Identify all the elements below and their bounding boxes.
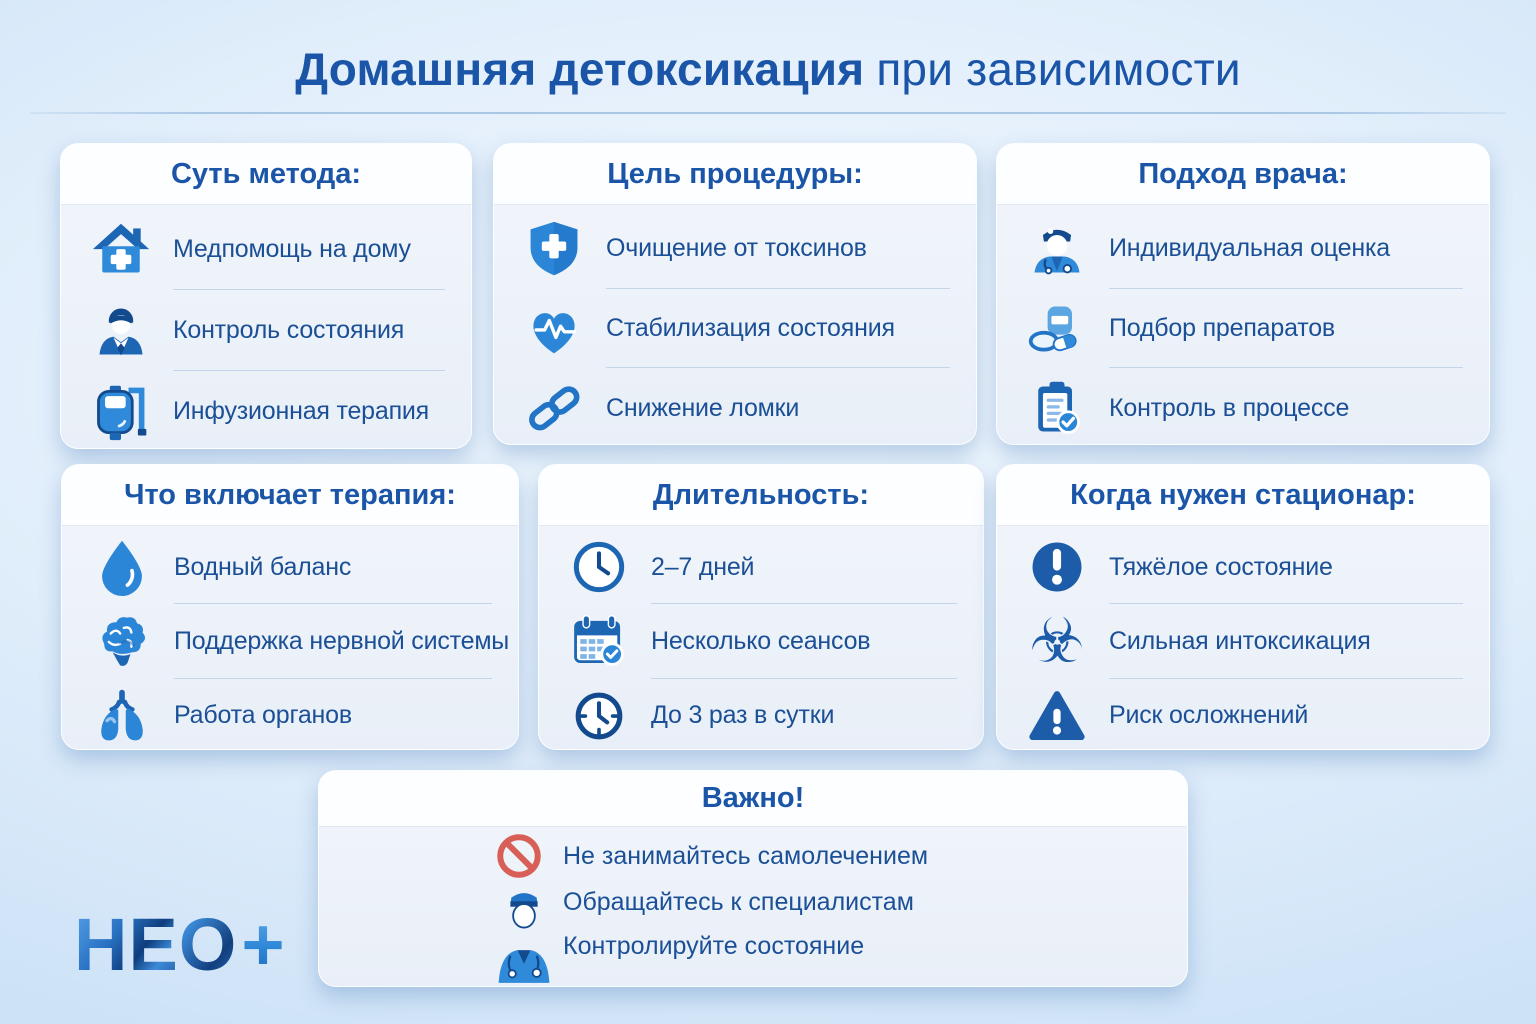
title-divider [30,112,1506,114]
warning-triangle-icon [1025,684,1089,748]
item-label: Контроль в процессе [1109,393,1350,422]
page-title [0,42,1536,96]
item-label: Медпомощь на дому [173,235,411,263]
logo-text: НЕО [74,903,238,986]
logo-plus-icon: + [241,903,286,986]
item-label: Очищение от токсинов [606,234,867,263]
calendar-check-icon [567,609,631,673]
page-title-regular: при зависимости [876,43,1241,95]
item-label: Подбор препаратов [1109,314,1335,342]
iv-drip-icon [89,380,153,444]
heart-pulse-icon [522,297,586,361]
card-method-essence-title: Суть метода: [61,144,471,205]
alarm-clock-icon [567,684,631,748]
exclamation-circle-icon [1025,535,1089,599]
card-method-essence-body [61,205,471,458]
item-label: Водный баланс [174,552,352,581]
item-label: Риск осложнений [1109,701,1309,730]
list-item [997,679,1489,753]
list-item [61,371,471,452]
card-therapy-includes [61,464,519,750]
card-procedure-goal-body [494,205,976,454]
list-item [62,530,518,604]
item-label: Контроль состояния [173,316,405,344]
card-doctor-approach-title: Подход врача: [997,144,1489,205]
list-item [539,679,983,753]
item-label: Поддержка нервной системы [174,626,510,655]
card-important-title: Важно! [319,771,1187,827]
list-item [62,679,518,753]
house-cross-icon [89,218,153,282]
card-important-body [319,827,1187,986]
list-item [997,289,1489,369]
item-label: Работа органов [174,701,352,730]
list-item [494,368,976,448]
card-procedure-goal-title: Цель процедуры: [494,144,976,205]
list-item [539,530,983,604]
logo-neo-plus [74,903,286,986]
card-duration-title: Длительность: [539,465,983,526]
card-doctor-approach [996,143,1490,445]
biohazard-icon: ☣ [1029,604,1085,678]
doctor-bust-icon [89,299,153,363]
card-important [318,770,1188,987]
shield-cross-icon [522,217,586,281]
card-therapy-includes-title: Что включает терапия: [62,465,518,526]
no-sign-icon [495,832,543,880]
surgeon-icon [495,883,553,983]
list-item [997,604,1489,678]
card-doctor-approach-body [997,205,1489,454]
item-label: 2–7 дней [651,552,755,581]
list-item [61,290,471,371]
item-label: Сильная интоксикация [1109,626,1371,655]
important-item: Не занимайтесь самолечением [563,842,929,870]
item-label: Тяжёлое состояние [1109,552,1333,581]
brain-icon [90,609,154,673]
item-label: Инфузионная терапия [173,397,430,425]
clipboard-check-icon [1025,376,1089,440]
chain-link-icon [522,376,586,440]
card-duration-body [539,526,983,759]
doctor-cap-icon [1025,217,1089,281]
important-item: Контролируйте состояние [563,932,865,960]
clock-icon [567,535,631,599]
list-item [997,209,1489,289]
item-label: Индивидуальная оценка [1109,234,1390,263]
page-title-bold: Домашняя детоксикация [295,43,865,95]
card-method-essence [60,143,472,449]
card-hospital-needed-body [997,526,1489,759]
list-item [61,209,471,290]
list-item [997,368,1489,448]
card-therapy-includes-body [62,526,518,759]
item-label: Несколько сеансов [651,626,871,655]
list-item [62,604,518,678]
item-label: Стабилизация состояния [606,314,895,342]
list-item [997,530,1489,604]
pills-bottle-icon [1025,297,1089,361]
item-label: До 3 раз в сутки [651,701,835,730]
item-label: Снижение ломки [606,393,800,422]
card-duration [538,464,984,750]
water-drop-icon [90,535,154,599]
card-hospital-needed-title: Когда нужен стационар: [997,465,1489,526]
important-item: Обращайтесь к специалистам [563,888,914,916]
lungs-icon [90,684,154,748]
card-procedure-goal [493,143,977,445]
list-item [494,289,976,369]
list-item [494,209,976,289]
card-hospital-needed [996,464,1490,750]
list-item [539,604,983,678]
